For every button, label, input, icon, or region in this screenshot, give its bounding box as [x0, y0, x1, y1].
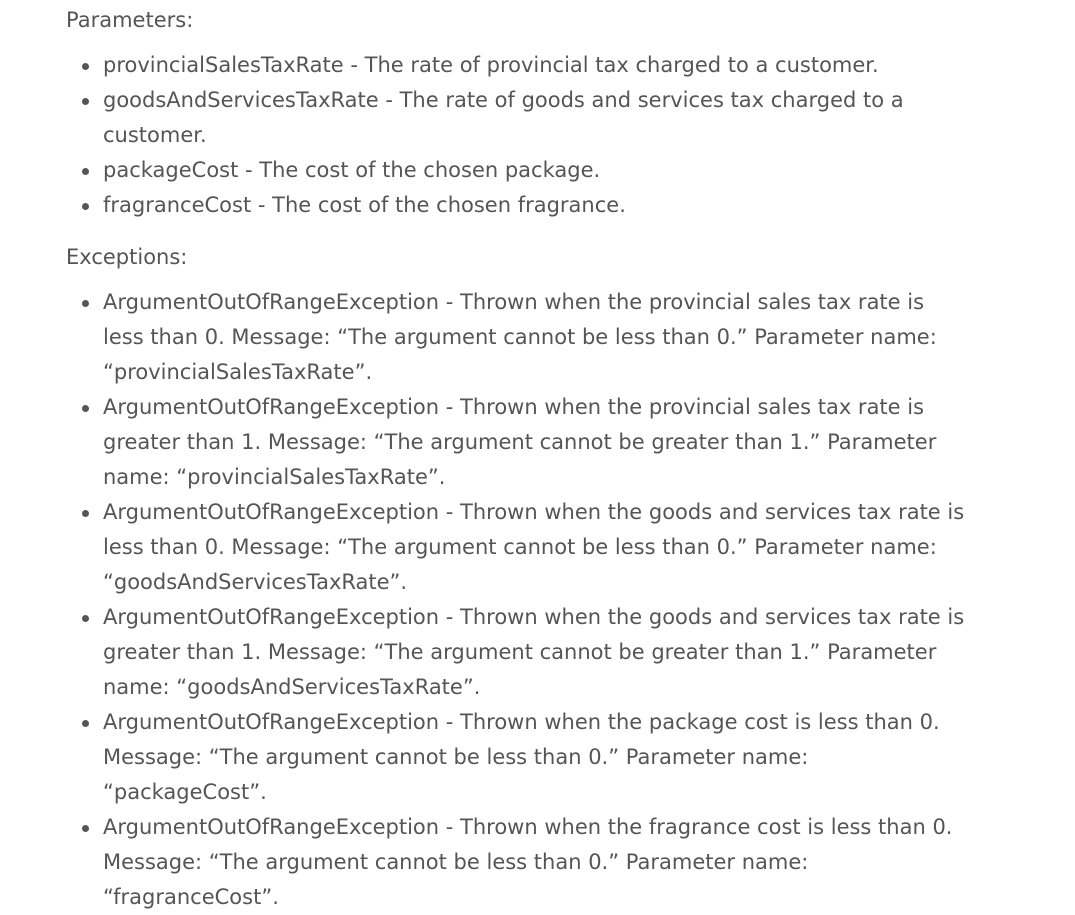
parameter-item: fragranceCost - The cost of the chosen fragrance. — [103, 188, 966, 223]
exception-item: ArgumentOutOfRangeException - Thrown when the goods and services tax rate is less than 0. Message: “The argument cannot be less than 0.” Parameter name: “goodsAndServicesTaxRate”. — [103, 495, 966, 600]
exception-item: ArgumentOutOfRangeException - Thrown when the package cost is less than 0. Message: “The argument cannot be less than 0.” Parameter name: “packageCost”. — [103, 705, 966, 810]
parameters-list — [66, 48, 966, 223]
exception-item: ArgumentOutOfRangeException - Thrown when the provincial sales tax rate is less than 0. Message: “The argument cannot be less than 0.” Parameter name: “provincialSalesTaxRate”. — [103, 285, 966, 390]
parameter-item: packageCost - The cost of the chosen package. — [103, 153, 966, 188]
exception-item: ArgumentOutOfRangeException - Thrown when the goods and services tax rate is greater than 1. Message: “The argument cannot be greater than 1.” Parameter name: “goodsAndServicesTaxRate”. — [103, 600, 966, 705]
exceptions-list — [66, 285, 966, 915]
parameter-item: provincialSalesTaxRate - The rate of provincial tax charged to a customer. — [103, 48, 966, 83]
parameter-item: goodsAndServicesTaxRate - The rate of goods and services tax charged to a customer. — [103, 83, 966, 153]
parameters-heading: Parameters: — [66, 8, 194, 32]
exception-item: ArgumentOutOfRangeException - Thrown when the fragrance cost is less than 0. Message: “The argument cannot be less than 0.” Parameter name: “fragranceCost”. — [103, 810, 966, 915]
exception-item: ArgumentOutOfRangeException - Thrown when the provincial sales tax rate is greater than 1. Message: “The argument cannot be greater than 1.” Parameter name: “provincialSalesTaxRate”. — [103, 390, 966, 495]
exceptions-heading: Exceptions: — [66, 245, 188, 269]
